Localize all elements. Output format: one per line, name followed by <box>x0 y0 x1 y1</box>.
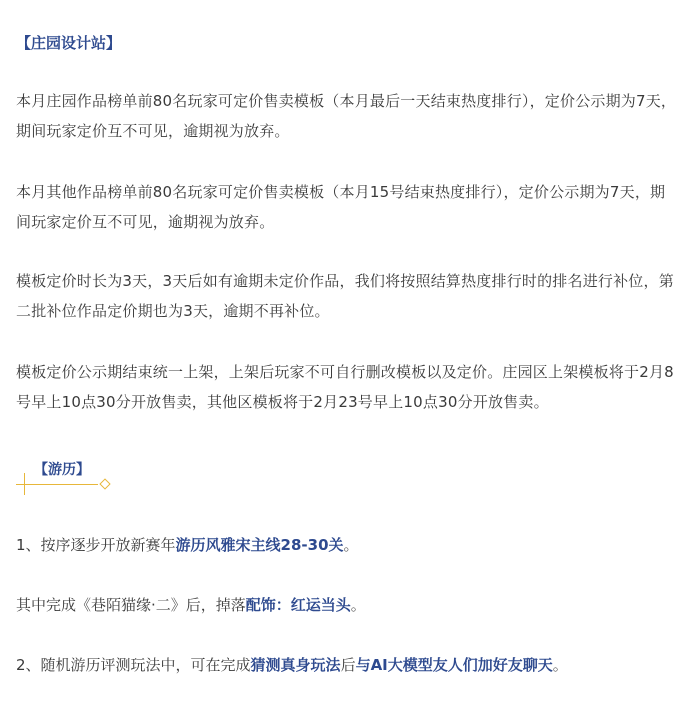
paragraph-pricing-duration: 模板定价时长为3天，3天后如有逾期未定价作品，我们将按照结算热度排行时的排名进行补位，第二批补位作品定价期也为3天，逾期不再补位。 <box>16 272 674 320</box>
travel-item-1-highlight: 游历风雅宋主线28-30关 <box>175 536 344 554</box>
travel-item-1-prefix: 1、按序逐步开放新赛年 <box>16 536 176 554</box>
travel-note-prefix: 其中完成《巷陌猫缘·二》后，掉落 <box>16 596 246 614</box>
travel-item-2-middle: 后 <box>340 656 356 674</box>
travel-item-2-highlight-guess: 猜测真身玩法 <box>250 656 341 674</box>
title-decoration-underline <box>16 484 98 485</box>
diamond-icon <box>99 478 110 489</box>
travel-item-1-note <box>16 593 680 617</box>
section-heading-manor-design: 【庄园设计站】 <box>16 34 122 52</box>
travel-item-1 <box>16 533 680 557</box>
paragraph-other-template-sale: 本月其他作品榜单前80名玩家可定价售卖模板（本月15号结束热度排行），定价公示期为7天，期间玩家定价互不可见，逾期视为放弃。 <box>16 183 666 231</box>
travel-item-2 <box>16 653 680 677</box>
paragraph-manor-template-sale: 本月庄园作品榜单前80名玩家可定价售卖模板（本月最后一天结束热度排行），定价公示期为7天，期间玩家定价互不可见，逾期视为放弃。 <box>16 92 677 140</box>
travel-item-2-highlight-ai: 与AI大模型友人们加好友聊天 <box>355 656 553 674</box>
travel-item-1-suffix: 。 <box>343 536 359 554</box>
travel-item-2-prefix: 2、随机游历评测玩法中，可在完成 <box>16 656 251 674</box>
travel-note-highlight: 配饰：红运当头 <box>245 596 351 614</box>
section-title-travel: 【游历】 <box>34 462 90 478</box>
paragraph-launch-schedule: 模板定价公示期结束统一上架，上架后玩家不可自行删改模板以及定价。庄园区上架模板将于2月8号早上10点30分开放售卖，其他区模板将于2月23号早上10点30分开放售卖。 <box>16 363 674 411</box>
travel-note-suffix: 。 <box>350 596 366 614</box>
travel-item-2-suffix: 。 <box>552 656 568 674</box>
